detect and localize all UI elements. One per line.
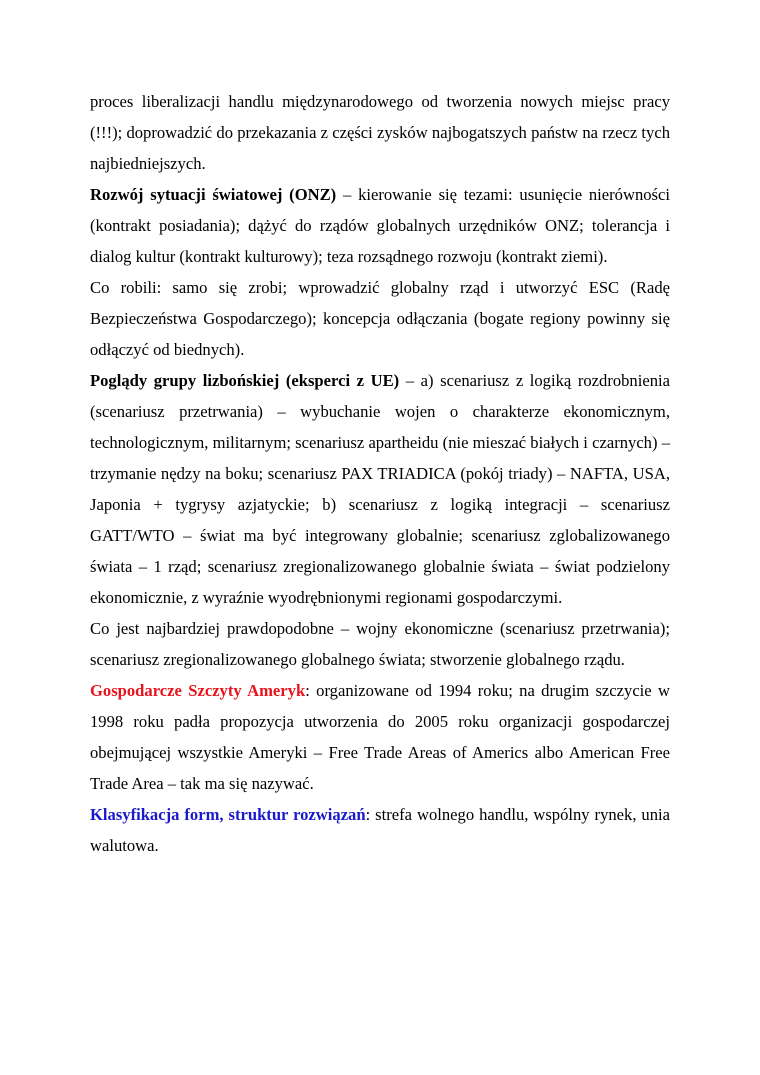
document-page: [90, 86, 670, 861]
paragraph-klasyfikacja: [90, 799, 670, 861]
paragraph-co-robili: [90, 272, 670, 365]
heading-klasyfikacja: Klasyfikacja form, struktur rozwiązań: [90, 805, 366, 824]
heading-onz: Rozwój sytuacji światowej (ONZ): [90, 185, 337, 204]
paragraph-text: – a) scenariusz z logiką rozdrobnienia (scenariusz przetrwania) – wybuchanie wojen o charakterze ekonomicznym, technologicznym, militarnym; scenariusz apartheidu (nie mieszać białych i czarnych) – trzymanie nędzy na boku; scenariusz PAX TRIADICA (pokój triady) – NAFTA, USA, Japonia + tygrysy azjatyckie; b) scenariusz z logiką integracji – scenariusz GATT/WTO – świat ma być integrowany globalnie; scenariusz zglobalizowanego świata – 1 rząd; scenariusz zregionalizowanego globalnie świata – świat podzielony ekonomicznie, z wyraźnie wyodrębnionymi regionami gospodarczymi.: [90, 371, 670, 607]
paragraph-liberalization: [90, 86, 670, 179]
paragraph-text: Co robili: samo się zrobi; wprowadzić globalny rząd i utworzyć ESC (Radę Bezpieczeństwa Gospodarczego); koncepcja odłączania (bogate regiony powinny się odłączyć od biednych).: [90, 278, 670, 359]
paragraph-szczyty-ameryk: [90, 675, 670, 799]
paragraph-text: – kierowanie się tezami: usunięcie nierówności (kontrakt posiadania); dążyć do rządów globalnych urzędników ONZ; tolerancja i dialog kultur (kontrakt kulturowy); teza rozsądnego rozwoju (kontrakt ziemi).: [90, 185, 670, 266]
paragraph-grupa-lizbonska: [90, 365, 670, 613]
paragraph-prawdopodobne: [90, 613, 670, 675]
paragraph-onz: [90, 179, 670, 272]
paragraph-text: Co jest najbardziej prawdopodobne – wojny ekonomiczne (scenariusz przetrwania); scenariusz zregionalizowanego globalnego świata; stworzenie globalnego rządu.: [90, 619, 670, 669]
heading-grupa-lizbonska: Poglądy grupy lizbońskiej (eksperci z UE): [90, 371, 400, 390]
paragraph-text: proces liberalizacji handlu międzynarodowego od tworzenia nowych miejsc pracy (!!!); doprowadzić do przekazania z części zysków najbogatszych państw na rzecz tych najbiedniejszych.: [90, 92, 670, 173]
heading-szczyty-ameryk: Gospodarcze Szczyty Ameryk: [90, 681, 306, 700]
paragraph-text: : strefa wolnego handlu, wspólny rynek, unia walutowa.: [90, 805, 670, 855]
paragraph-text: : organizowane od 1994 roku; na drugim szczycie w 1998 roku padła propozycja utworzenia do 2005 roku organizacji gospodarczej obejmującej wszystkie Ameryki – Free Trade Areas of Americs albo American Free Trade Area – tak ma się nazywać.: [90, 681, 671, 793]
